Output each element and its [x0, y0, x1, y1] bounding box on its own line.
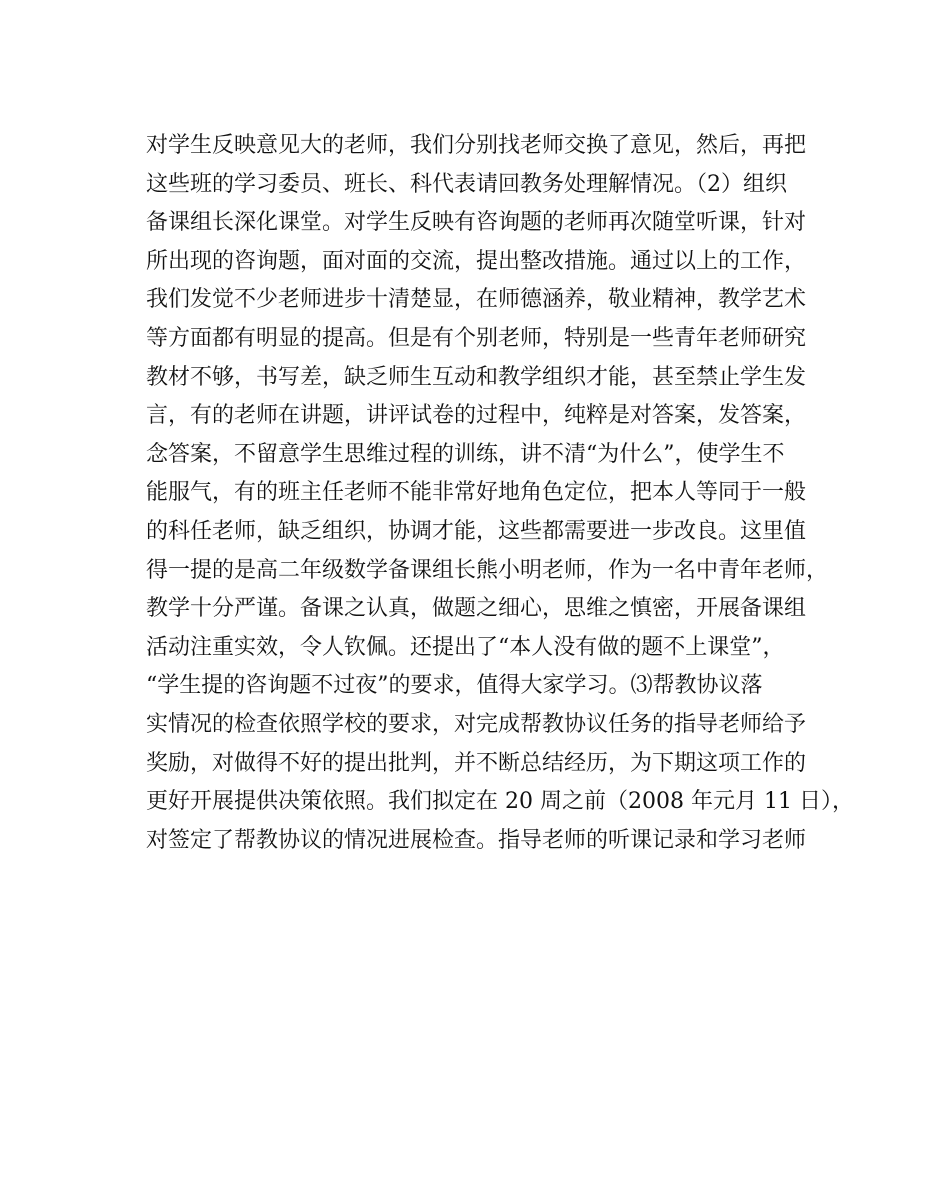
text-line: “学生提的咨询题不过夜”的要求，值得大家学习。⑶帮教协议落 [146, 673, 763, 699]
text-line: 所出现的咨询题，面对面的交流，提出整改措施。通过以上的工作， [146, 248, 807, 274]
text-line: 这些班的学习委员、班长、科代表请回教务处理解情况。（2）组织 [146, 171, 787, 197]
text-line: 得一提的是高二年级数学备课组长熊小明老师，作为一名中青年老师， [146, 557, 829, 583]
text-line: 教学十分严谨。备课之认真，做题之细心，思维之慎密，开展备课组 [146, 596, 807, 622]
text-line: 更好开展提供决策依照。我们拟定在 20 周之前（2008 年元月 11 日）， [146, 789, 854, 815]
text-line: 对学生反映意见大的老师，我们分别找老师交换了意见，然后，再把 [146, 133, 807, 158]
text-line: 备课组长深化课堂。对学生反映有咨询题的老师再次随堂听课，针对 [146, 210, 807, 236]
text-line: 能服气，有的班主任老师不能非常好地角色定位，把本人等同于一般 [146, 480, 807, 506]
body-text [146, 127, 854, 860]
text-line: 的科任老师，缺乏组织，协调才能，这些都需要进一步改良。这里值 [146, 518, 807, 544]
text-line: 奖励，对做得不好的提出批判，并不断总结经历，为下期这项工作的 [146, 750, 807, 776]
text-line: 对签定了帮教协议的情况进展检查。指导老师的听课记录和学习老师 [146, 827, 807, 853]
text-line: 等方面都有明显的提高。但是有个别老师，特别是一些青年老师研究 [146, 325, 807, 351]
text-line: 言，有的老师在讲题，讲评试卷的过程中，纯粹是对答案，发答案， [146, 403, 807, 429]
text-line: 我们发觉不少老师进步十清楚显，在师德涵养，敬业精神，教学艺术 [146, 287, 807, 313]
text-line: 实情况的检查依照学校的要求，对完成帮教协议任务的指导老师给予 [146, 711, 807, 737]
text-line: 教材不够，书写差，缺乏师生互动和教学组织才能，甚至禁止学生发 [146, 364, 807, 390]
text-line: 念答案，不留意学生思维过程的训练，讲不清“为什么”，使学生不 [146, 441, 785, 467]
text-line: 活动注重实效，令人钦佩。还提出了“本人没有做的题不上课堂”， [146, 634, 785, 660]
